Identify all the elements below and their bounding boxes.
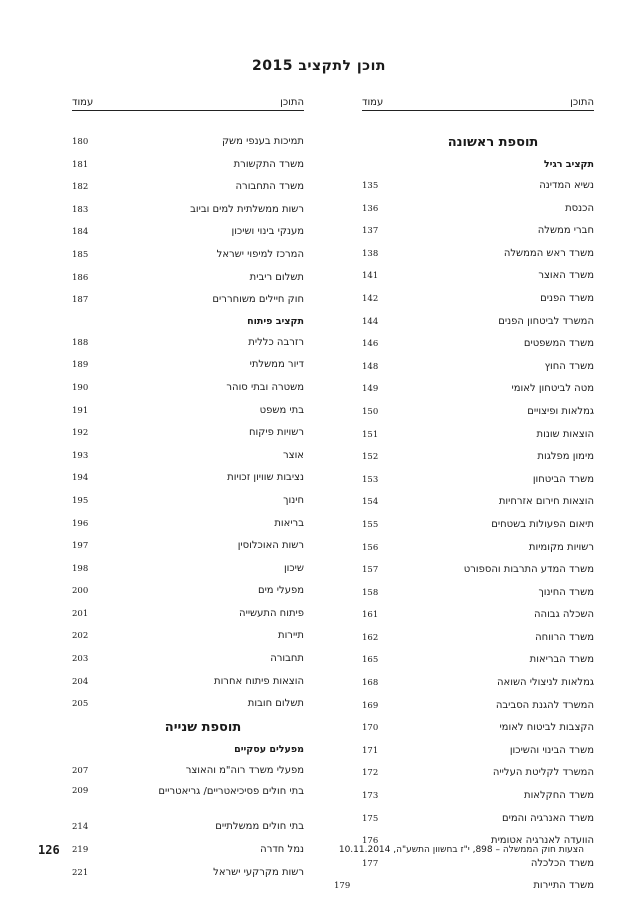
toc-entry-page: 156 (362, 542, 379, 553)
subheading-development-budget: תקציב פיתוח (247, 315, 304, 327)
toc-entry-title: רזרבה כללית (248, 336, 304, 348)
toc-entry-page: 203 (72, 654, 89, 665)
toc-entry-title: משרד המשפטים (523, 338, 594, 350)
toc-entry-page: 205 (72, 699, 89, 710)
toc-entry (362, 378, 594, 401)
toc-entry (72, 782, 304, 816)
toc-entry-page: 172 (362, 768, 379, 779)
toc-entry-title: השכלה גבוהה (534, 609, 594, 621)
section-heading-first: תוספת ראשונה (447, 135, 539, 150)
toc-entry-page: 170 (362, 723, 379, 734)
toc-entry-page: 165 (362, 655, 379, 666)
toc-entry-page: 137 (362, 226, 379, 237)
toc-entry-page: 192 (72, 428, 89, 439)
toc-entry-page: 179 (334, 881, 351, 892)
toc-entry-title: משרד הביטחון (532, 473, 594, 485)
toc-entry-page: 188 (72, 337, 89, 348)
toc-entry-title: גמלאות ופיצויים (527, 405, 594, 417)
toc-entry-page: 189 (72, 360, 89, 371)
toc-entry (72, 603, 304, 626)
toc-entry (362, 627, 594, 650)
toc-entry (72, 445, 304, 468)
toc-entry-title: המשרד לקליטת העלייה (492, 767, 594, 779)
toc-entry-title: תיירות (278, 630, 304, 642)
toc-entry (72, 467, 304, 490)
toc-entry-page: 186 (72, 272, 89, 283)
toc-entry-page: 136 (362, 203, 379, 214)
toc-entry (362, 604, 594, 627)
toc-entry (362, 311, 594, 334)
toc-entry-title: חברי ממשלה (537, 225, 594, 237)
toc-entry (72, 760, 304, 783)
toc-entry-page: 175 (362, 813, 379, 824)
toc-entry-page: 185 (72, 249, 89, 260)
toc-entry-page: 214 (72, 822, 89, 833)
toc-entry (72, 422, 304, 445)
toc-entry-page: 151 (362, 429, 379, 440)
toc-entry-title: שיכון (283, 562, 304, 574)
toc-entry-title: נשיא המדינה (539, 180, 594, 191)
toc-entry (362, 220, 594, 243)
toc-entry (362, 424, 594, 447)
toc-entry-page: 207 (72, 765, 89, 776)
page-title: תוכן לתקציב 2015 (252, 58, 386, 74)
toc-entry-title: בריאות (274, 517, 304, 529)
page-footer (38, 842, 584, 858)
toc-entry-title: רשות ממשלתית למים וביוב (190, 203, 304, 215)
toc-entry (362, 401, 594, 424)
toc-entry-page: 195 (72, 495, 89, 506)
toc-entry-title: תשלום ריבית (249, 271, 304, 283)
toc-entry-page: 180 (72, 137, 89, 147)
toc-entry (362, 243, 594, 266)
toc-entry (362, 491, 594, 514)
toc-entry (362, 537, 594, 560)
toc-entry-page: 194 (72, 473, 89, 484)
toc-entry-page: 184 (72, 227, 89, 238)
toc-entry-page: 144 (362, 316, 379, 327)
toc-entry-page: 202 (72, 631, 89, 642)
toc-entry-title: גמלאות לניצולי השואה (497, 677, 594, 689)
toc-entry-title: משרד הבינוי והשיכון (509, 744, 594, 756)
toc-entry-title: הוצאות חירום אזרחיות (498, 496, 594, 508)
toc-entry (362, 288, 594, 311)
toc-entry-title: המשרד לביטחון הפנים (498, 315, 594, 327)
toc-entry-title: המרכז למיפוי ישראל (216, 248, 304, 260)
toc-entry (72, 490, 304, 513)
toc-entry (362, 265, 594, 288)
toc-entry (72, 625, 304, 648)
toc-entry-page: 204 (72, 676, 89, 687)
toc-entry (72, 558, 304, 581)
toc-list-right (334, 175, 594, 898)
toc-entry-title: משרד האנרגיה והמים (501, 812, 594, 824)
toc-entry (72, 289, 304, 312)
toc-entry (72, 816, 304, 839)
toc-entry-page: 176 (362, 836, 379, 847)
toc-entry-page: 171 (362, 745, 379, 756)
toc-entry (72, 267, 304, 290)
toc-entry (362, 762, 594, 785)
header-content-label: התוכן (570, 97, 594, 108)
subheading-business-enterprises: מפעלים עסקיים (234, 743, 304, 755)
toc-entry-page: 157 (362, 565, 379, 576)
toc-entry-title: משרד התחבורה (235, 181, 304, 193)
toc-entry (362, 785, 594, 808)
toc-entry (362, 514, 594, 537)
toc-list-left-b (72, 332, 304, 716)
toc-entry (72, 377, 304, 400)
toc-entry-page: 142 (362, 293, 379, 304)
toc-entry-page: 154 (362, 497, 379, 508)
toc-entry-page: 161 (362, 610, 379, 621)
toc-entry (362, 695, 594, 718)
toc-entry-title: רשות מקרקעי ישראל (213, 866, 304, 878)
toc-entry-page: 135 (362, 181, 379, 191)
toc-entry (72, 199, 304, 222)
toc-entry-page: 187 (72, 295, 89, 306)
toc-entry-title: מפעלי מים (257, 585, 304, 597)
toc-entry (72, 354, 304, 377)
toc-entry-page: 201 (72, 608, 89, 619)
toc-entry (72, 332, 304, 355)
toc-entry (72, 580, 304, 603)
toc-entry-page: 169 (362, 700, 379, 711)
toc-entry (362, 333, 594, 356)
toc-entry-title: הקצבות לביטוח לאומי (499, 722, 594, 734)
toc-entry-title: נמל חדרה (260, 844, 304, 856)
toc-entry (72, 131, 304, 154)
toc-entry-title: משרד הפנים (540, 292, 594, 304)
toc-entry-page: 148 (362, 361, 379, 372)
toc-entry (72, 176, 304, 199)
toc-entry-title: חוק חיילים משוחררים (212, 294, 304, 306)
toc-entry-title: רשויות פיקוח (249, 427, 304, 439)
toc-entry-page: 177 (362, 858, 379, 869)
toc-entry-page: 183 (72, 204, 89, 215)
toc-entry-title: רשות האוכלוסין (237, 540, 304, 552)
toc-entry (362, 356, 594, 379)
toc-entry-title: משרד האוצר (538, 270, 594, 282)
toc-entry-title: משטרה ובתי סוהר (226, 381, 304, 393)
toc-entry-page: 191 (72, 405, 89, 416)
header-content-label: התוכן (280, 97, 304, 108)
toc-entry-title: משרד המדע התרבות והספורט (463, 564, 594, 576)
toc-entry-title: בתי חולים פסיכיאטריים/ גריאטריים (158, 786, 304, 798)
toc-entry (72, 221, 304, 244)
section-heading-second: תוספת שנייה (164, 719, 242, 735)
toc-entry-title: פיתוח התעשייה (239, 607, 304, 619)
toc-entry-title: מפעלי משרד רוה"מ והאוצר (185, 764, 304, 776)
toc-entry-page: 209 (72, 786, 89, 797)
toc-entry-page: 149 (362, 384, 379, 395)
toc-entry-title: הוצאות פיתוח אחרות (214, 675, 304, 687)
toc-entry (72, 400, 304, 423)
header-page-label: עמוד (362, 97, 384, 108)
toc-entry-title: משרד הרווחה (535, 631, 594, 643)
toc-entry-title: המשרד להגנת הסביבה (495, 699, 594, 711)
toc-entry-page: 168 (362, 678, 379, 689)
toc-entry-page: 173 (362, 791, 379, 802)
toc-entry-page: 193 (72, 450, 89, 461)
toc-entry-page: 219 (72, 845, 89, 856)
toc-header-right (362, 94, 594, 111)
toc-entry-page: 190 (72, 382, 89, 393)
toc-entry-title: מענקי בינוי ושיכון (231, 226, 304, 238)
toc-entry-title: משרד החינוך (538, 586, 594, 598)
toc-entry-title: משרד החוץ (544, 360, 594, 372)
toc-entry (72, 244, 304, 267)
toc-entry-title: תיאום הפעולות בשטחים (491, 518, 594, 530)
toc-entry-title: הוצאות שונות (536, 428, 594, 440)
toc-entry (334, 875, 594, 898)
toc-entry (72, 671, 304, 694)
toc-entry-title: תמיכות בענפי משק (221, 136, 304, 147)
toc-entry-page: 196 (72, 518, 89, 529)
toc-entry (362, 740, 594, 763)
toc-entry-title: בתי משפט (259, 404, 304, 416)
toc-entry-page: 200 (72, 586, 89, 597)
toc-entry-page: 158 (362, 587, 379, 598)
toc-entry-title: מימון מפלגות (537, 451, 594, 463)
toc-right-column (334, 94, 594, 898)
toc-entry-title: אוצר (283, 449, 304, 461)
toc-entry-page: 162 (362, 632, 379, 643)
footer-citation: הצעות חוק הממשלה – 898, י"ז בחשוון התשע"ה, 10.11.2014 (338, 845, 584, 855)
toc-entry (72, 648, 304, 671)
toc-entry-page: 197 (72, 541, 89, 552)
toc-entry (72, 693, 304, 716)
toc-entry (72, 535, 304, 558)
toc-entry-title: בתי חולים ממשלתיים (215, 821, 304, 833)
toc-entry (72, 154, 304, 177)
toc-entry-title: משרד הכלכלה (530, 857, 594, 869)
toc-left-column (72, 94, 304, 884)
toc-entry-title: מטה לביטחון לאומי (511, 383, 594, 395)
toc-entry-title: רשויות מקומיות (528, 541, 594, 553)
toc-list-left-c (72, 760, 304, 884)
toc-entry-page: 138 (362, 248, 379, 259)
toc-entry-title: תחבורה (270, 653, 304, 665)
toc-entry-page: 146 (362, 339, 379, 350)
toc-entry (362, 672, 594, 695)
toc-entry (362, 198, 594, 221)
toc-entry-title: דיור ממשלתי (249, 359, 304, 371)
toc-entry (72, 513, 304, 536)
toc-entry-page: 141 (362, 271, 379, 282)
toc-entry-title: משרד התקשורת (233, 158, 304, 170)
subheading-regular-budget: תקציב רגיל (543, 159, 594, 170)
header-page-label: עמוד (72, 97, 94, 108)
toc-entry (362, 649, 594, 672)
toc-entry-page: 155 (362, 519, 379, 530)
toc-entry (362, 175, 594, 198)
toc-entry-title: משרד החקלאות (524, 790, 594, 802)
toc-list-left-a (72, 131, 304, 312)
toc-entry (362, 446, 594, 469)
toc-entry-title: משרד ראש הממשלה (503, 247, 594, 259)
toc-entry (362, 469, 594, 492)
toc-entry (362, 717, 594, 740)
toc-entry-page: 153 (362, 474, 379, 485)
toc-entry-page: 181 (72, 159, 89, 170)
toc-entry-title: חינוך (283, 494, 304, 506)
toc-entry-page: 182 (72, 182, 89, 193)
toc-entry (362, 559, 594, 582)
toc-entry (72, 862, 304, 885)
toc-entry (362, 808, 594, 831)
toc-entry-title: הוועדה לאנרגיה אטומית (491, 835, 594, 847)
toc-entry-title: משרד התיירות (533, 880, 594, 892)
toc-entry-title: משרד הבריאות (529, 654, 594, 666)
toc-entry-title: נציבות שוויון זכויות (227, 472, 304, 484)
toc-entry-page: 221 (72, 867, 89, 878)
toc-entry-page: 198 (72, 563, 89, 574)
toc-entry-title: הכנסת (565, 202, 594, 214)
toc-entry-page: 152 (362, 452, 379, 463)
page-number: 126 (38, 843, 60, 857)
toc-entry-title: תשלום חובות (247, 698, 304, 710)
toc-entry (362, 582, 594, 605)
toc-header-left (72, 94, 304, 111)
toc-entry-page: 150 (362, 406, 379, 417)
